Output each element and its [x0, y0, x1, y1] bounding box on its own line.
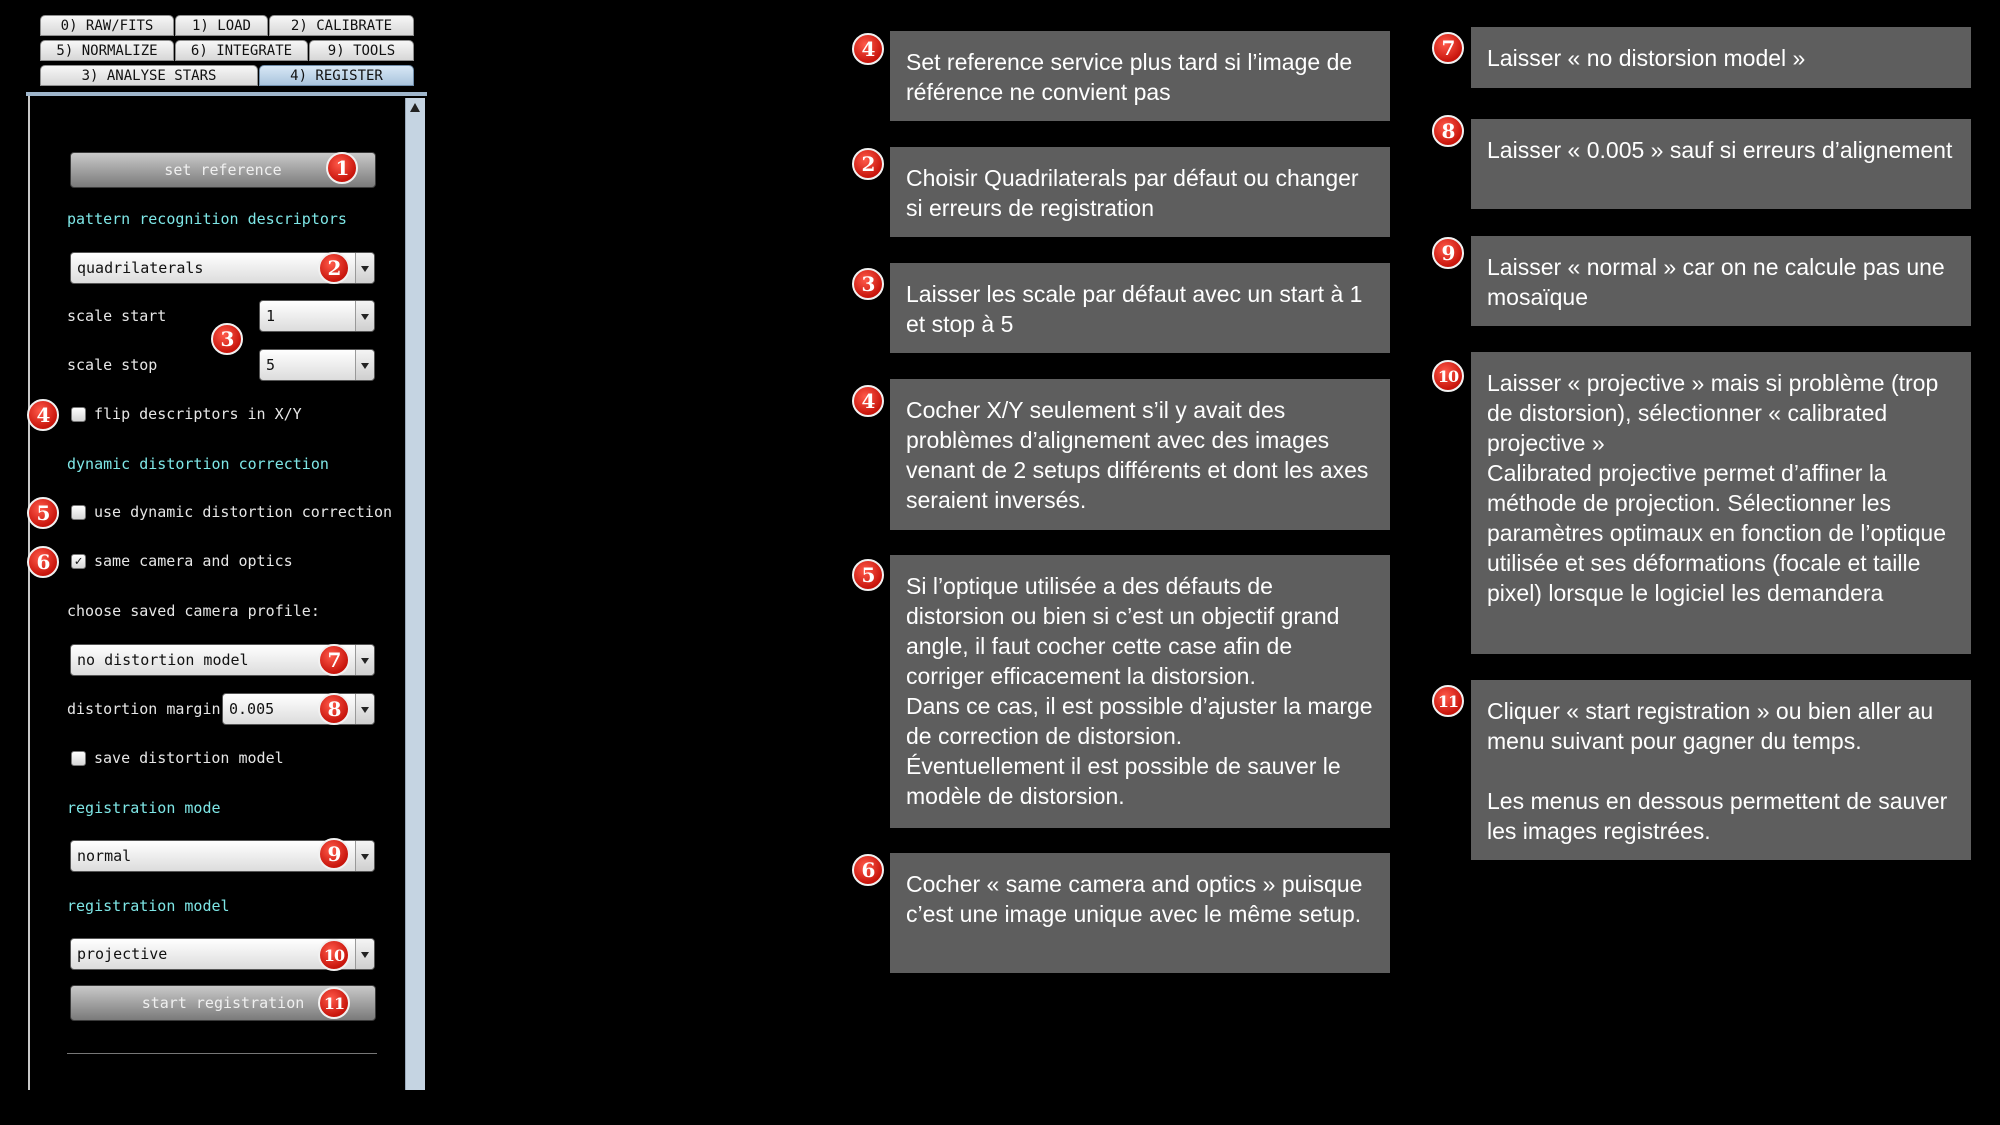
tab-normalize[interactable]: 5) NORMALIZE [40, 40, 174, 61]
dynamic-distortion-heading: dynamic distortion correction [67, 455, 329, 473]
scale-stop-value: 5 [266, 356, 276, 374]
camera-profile-value: no distortion model [77, 651, 249, 669]
tab-tools[interactable]: 9) TOOLS [309, 40, 414, 61]
tab-register[interactable]: 4) REGISTER [259, 65, 414, 86]
note-registration-model: Laisser « projective » mais si problème (trop de distorsion), sélectionner « calibrated projective » Calibrated projective permet d’affiner la méthode de projection. Sélectionner les paramètres optimaux en fonction de l’optique utilisée et ses déformations (focale et taille pixel) lorsque le logiciel les demandera [1471, 352, 1971, 654]
badge-7: 7 [318, 644, 350, 676]
scale-start-select[interactable] [259, 300, 375, 332]
descriptor-value: quadrilaterals [77, 259, 204, 277]
note-badge-4a: 4 [852, 33, 884, 65]
save-distortion-checkbox[interactable] [71, 751, 86, 766]
badge-3: 3 [211, 323, 243, 355]
note-camera-profile: Laisser « no distorsion model » [1471, 27, 1971, 88]
panel-divider [67, 1053, 377, 1054]
distortion-margin-select[interactable] [222, 693, 375, 725]
note-flip: Cocher X/Y seulement s’il y avait des problèmes d’alignement avec des images venant de 2 setups différents et dont les axes seraient inversés. [890, 379, 1390, 530]
distortion-margin-value: 0.005 [229, 700, 275, 718]
scale-start-label: scale start [67, 307, 167, 325]
note-descriptors: Choisir Quadrilaterals par défaut ou changer si erreurs de registration [890, 147, 1390, 237]
note-badge-4b: 4 [852, 385, 884, 417]
scroll-up-arrow-icon[interactable] [410, 103, 420, 112]
note-badge-6: 6 [852, 854, 884, 886]
chevron-down-icon[interactable] [355, 841, 374, 871]
note-badge-3: 3 [852, 268, 884, 300]
badge-11: 11 [318, 987, 350, 1019]
note-badge-2: 2 [852, 148, 884, 180]
note-distortion-margin: Laisser « 0.005 » sauf si erreurs d’alignement [1471, 119, 1971, 209]
chevron-down-icon[interactable] [355, 645, 374, 675]
save-distortion-label: save distortion model [94, 749, 284, 767]
note-badge-11: 11 [1432, 685, 1464, 717]
registration-model-value: projective [77, 945, 168, 963]
chevron-down-icon[interactable] [355, 694, 374, 724]
chevron-down-icon[interactable] [355, 350, 374, 380]
badge-4: 4 [27, 399, 59, 431]
note-dynamic-distortion: Si l’optique utilisée a des défauts de distorsion ou bien si c’est un objectif grand angle, il faut cocher cette case afin de corriger efficacement la distorsion. Dans ce cas, il est possible d’ajuster la marge de correction de distorsion. Éventuellement il est possible de sauver le modèle de distorsion. [890, 555, 1390, 828]
flip-descriptors-checkbox[interactable] [71, 407, 86, 422]
note-set-reference: Set reference service plus tard si l’image de référence ne convient pas [890, 31, 1390, 121]
badge-9: 9 [318, 838, 350, 870]
chevron-down-icon[interactable] [355, 301, 374, 331]
scale-start-value: 1 [266, 307, 276, 325]
same-camera-checkbox[interactable]: ✓ [71, 554, 86, 569]
tab-integrate[interactable]: 6) INTEGRATE [175, 40, 308, 61]
note-registration-mode: Laisser « normal » car on ne calcule pas une mosaïque [1471, 236, 1971, 326]
use-dynamic-distortion-checkbox[interactable] [71, 505, 86, 520]
note-badge-5: 5 [852, 559, 884, 591]
registration-mode-heading: registration mode [67, 799, 221, 817]
use-dynamic-distortion-label: use dynamic distortion correction [94, 503, 393, 521]
scale-stop-label: scale stop [67, 356, 158, 374]
registration-model-heading: registration model [67, 897, 230, 915]
same-camera-label: same camera and optics [94, 552, 293, 570]
panel-scrollbar[interactable] [405, 98, 425, 1090]
badge-6: 6 [27, 546, 59, 578]
camera-profile-label: choose saved camera profile: [67, 602, 320, 620]
scale-stop-select[interactable] [259, 349, 375, 381]
tab-raw-fits[interactable]: 0) RAW/FITS [40, 15, 174, 36]
note-start-registration: Cliquer « start registration » ou bien aller au menu suivant pour gagner du temps. Les menus en dessous permettent de sauver les images registrées. [1471, 680, 1971, 860]
start-registration-label: start registration [141, 994, 305, 1012]
note-badge-8: 8 [1432, 115, 1464, 147]
note-badge-10: 10 [1432, 360, 1464, 392]
flip-descriptors-label: flip descriptors in X/Y [94, 405, 302, 423]
tab-calibrate[interactable]: 2) CALIBRATE [269, 15, 414, 36]
badge-5: 5 [27, 497, 59, 529]
badge-2: 2 [318, 252, 350, 284]
note-scale: Laisser les scale par défaut avec un start à 1 et stop à 5 [890, 263, 1390, 353]
chevron-down-icon[interactable] [355, 939, 374, 969]
tab-analyse-stars[interactable]: 3) ANALYSE STARS [40, 65, 258, 86]
note-badge-9: 9 [1432, 237, 1464, 269]
tab-load[interactable]: 1) LOAD [175, 15, 268, 36]
chevron-down-icon[interactable] [355, 253, 374, 283]
badge-8: 8 [318, 693, 350, 725]
badge-1: 1 [326, 152, 358, 184]
registration-mode-value: normal [77, 847, 132, 865]
set-reference-label: set reference [164, 161, 282, 179]
note-badge-7: 7 [1432, 32, 1464, 64]
badge-10: 10 [318, 939, 350, 971]
distortion-margin-label: distortion margin [67, 700, 221, 718]
pattern-recognition-heading: pattern recognition descriptors [67, 210, 347, 228]
note-same-camera: Cocher « same camera and optics » puisque c’est une image unique avec le même setup. [890, 853, 1390, 973]
